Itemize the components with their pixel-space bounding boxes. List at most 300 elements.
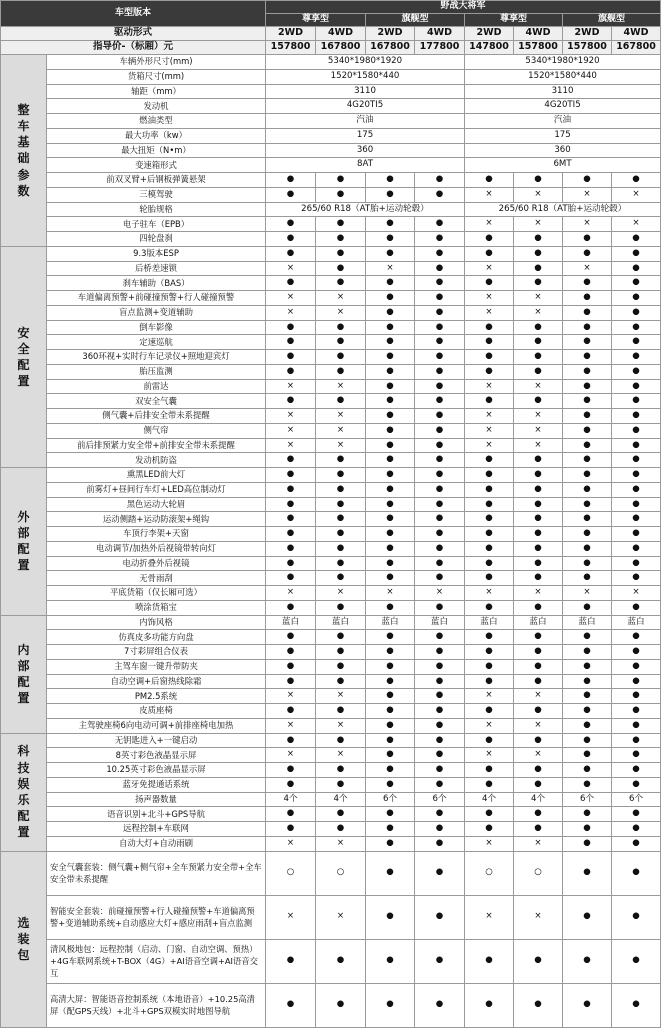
value-cell: ● bbox=[415, 895, 465, 939]
value-cell: ● bbox=[612, 718, 661, 733]
value-cell: ● bbox=[366, 468, 415, 483]
value-cell: × bbox=[563, 217, 612, 232]
spec-row bbox=[1, 836, 661, 851]
value-cell: ● bbox=[266, 939, 316, 983]
value-cell: ● bbox=[366, 733, 415, 748]
value-cell: ● bbox=[316, 704, 366, 719]
feature-label: 车辆外形尺寸(mm) bbox=[47, 55, 266, 70]
value-cell: ● bbox=[266, 807, 316, 822]
value-cell: ● bbox=[612, 409, 661, 424]
value-cell: ● bbox=[563, 453, 612, 468]
value-cell: ● bbox=[514, 320, 563, 335]
feature-label: 8英寸彩色液晶显示屏 bbox=[47, 748, 266, 763]
merged-value-left: 360 bbox=[266, 143, 465, 158]
value-cell: ● bbox=[366, 497, 415, 512]
value-cell: × bbox=[465, 379, 514, 394]
value-cell: ● bbox=[465, 453, 514, 468]
value-cell: ● bbox=[316, 527, 366, 542]
value-cell: ● bbox=[266, 541, 316, 556]
value-cell: ● bbox=[514, 541, 563, 556]
feature-label: 三模驾驶 bbox=[47, 187, 266, 202]
value-cell: ● bbox=[316, 645, 366, 660]
value-cell: × bbox=[266, 836, 316, 851]
value-cell: ● bbox=[366, 379, 415, 394]
feature-label: 刹车辅助（BAS） bbox=[47, 276, 266, 291]
value-cell: ● bbox=[465, 276, 514, 291]
spec-row bbox=[1, 423, 661, 438]
value-cell: ● bbox=[612, 512, 661, 527]
value-cell: × bbox=[266, 409, 316, 424]
feature-label: 侧气囊+后排安全带未系提醒 bbox=[47, 409, 266, 424]
value-cell: × bbox=[465, 187, 514, 202]
value-cell: 6个 bbox=[415, 792, 465, 807]
feature-label: 10.25英寸彩色液晶显示屏 bbox=[47, 763, 266, 778]
spec-row bbox=[1, 748, 661, 763]
value-cell: ● bbox=[563, 232, 612, 247]
value-cell: ● bbox=[415, 674, 465, 689]
car-name: 野战大将军 bbox=[266, 1, 661, 14]
value-cell: × bbox=[514, 438, 563, 453]
drive-cell: 4WD bbox=[612, 27, 661, 41]
merged-value-right: 1520*1580*440 bbox=[465, 69, 661, 84]
value-cell: ● bbox=[366, 822, 415, 837]
value-cell: ● bbox=[366, 645, 415, 660]
feature-label: 定速巡航 bbox=[47, 335, 266, 350]
spec-row bbox=[1, 128, 661, 143]
feature-label: 变速箱形式 bbox=[47, 158, 266, 173]
value-cell: ● bbox=[366, 482, 415, 497]
drive-cell: 2WD bbox=[465, 27, 514, 41]
value-cell: ● bbox=[415, 527, 465, 542]
feature-label: 自动大灯+自动雨刷 bbox=[47, 836, 266, 851]
value-cell: ● bbox=[316, 261, 366, 276]
price-cell: 167800 bbox=[366, 41, 415, 55]
spec-row bbox=[1, 512, 661, 527]
value-cell: × bbox=[563, 586, 612, 601]
value-cell: ● bbox=[415, 305, 465, 320]
value-cell: ● bbox=[316, 320, 366, 335]
spec-row bbox=[1, 158, 661, 173]
value-cell: × bbox=[266, 895, 316, 939]
value-cell: ● bbox=[563, 527, 612, 542]
value-cell: ● bbox=[316, 482, 366, 497]
spec-row bbox=[1, 187, 661, 202]
value-cell: ● bbox=[316, 763, 366, 778]
value-cell: ● bbox=[266, 350, 316, 365]
value-cell: ● bbox=[563, 777, 612, 792]
value-cell: ● bbox=[415, 482, 465, 497]
spec-row bbox=[1, 261, 661, 276]
feature-label: 内饰风格 bbox=[47, 615, 266, 630]
trim-cell: 尊享型 bbox=[465, 14, 563, 27]
value-cell: ● bbox=[366, 659, 415, 674]
value-cell: ● bbox=[514, 763, 563, 778]
value-cell: ● bbox=[316, 600, 366, 615]
value-cell: ● bbox=[366, 600, 415, 615]
value-cell: ● bbox=[465, 512, 514, 527]
value-cell: ● bbox=[563, 851, 612, 895]
feature-label: PM2.5系统 bbox=[47, 689, 266, 704]
value-cell: ● bbox=[612, 777, 661, 792]
value-cell: × bbox=[266, 689, 316, 704]
merged-value-left: 3110 bbox=[266, 84, 465, 99]
value-cell: ● bbox=[415, 438, 465, 453]
spec-row bbox=[1, 822, 661, 837]
value-cell: ● bbox=[514, 512, 563, 527]
value-cell: ● bbox=[415, 541, 465, 556]
value-cell: ● bbox=[514, 173, 563, 188]
spec-row bbox=[1, 364, 661, 379]
value-cell: ● bbox=[266, 512, 316, 527]
value-cell: ● bbox=[514, 527, 563, 542]
value-cell: ● bbox=[514, 704, 563, 719]
spec-row bbox=[1, 202, 661, 217]
spec-row bbox=[1, 615, 661, 630]
feature-label: 无钥匙进入+一键启动 bbox=[47, 733, 266, 748]
value-cell: ● bbox=[612, 423, 661, 438]
value-cell: ● bbox=[266, 571, 316, 586]
feature-label: 盲点监测+变道辅助 bbox=[47, 305, 266, 320]
spec-row bbox=[1, 468, 661, 483]
value-cell: ● bbox=[612, 807, 661, 822]
value-cell: × bbox=[465, 586, 514, 601]
value-cell: ● bbox=[465, 822, 514, 837]
merged-value-left: 8AT bbox=[266, 158, 465, 173]
drive-label: 驱动形式 bbox=[1, 27, 266, 41]
value-cell: ● bbox=[415, 187, 465, 202]
value-cell: ● bbox=[316, 733, 366, 748]
value-cell: ● bbox=[612, 733, 661, 748]
value-cell: ● bbox=[316, 232, 366, 247]
merged-value-right: 3110 bbox=[465, 84, 661, 99]
spec-row bbox=[1, 217, 661, 232]
value-cell: × bbox=[266, 291, 316, 306]
spec-row bbox=[1, 409, 661, 424]
value-cell: ● bbox=[316, 822, 366, 837]
spec-row bbox=[1, 335, 661, 350]
value-cell: ● bbox=[465, 807, 514, 822]
feature-label: 侧气帘 bbox=[47, 423, 266, 438]
value-cell: ● bbox=[266, 630, 316, 645]
value-cell: × bbox=[266, 305, 316, 320]
value-cell: 蓝白 bbox=[465, 615, 514, 630]
value-cell: ● bbox=[316, 217, 366, 232]
value-cell: ● bbox=[465, 763, 514, 778]
value-cell: ● bbox=[266, 704, 316, 719]
feature-label: 最大功率（kw） bbox=[47, 128, 266, 143]
value-cell: ● bbox=[612, 645, 661, 660]
feature-label: 车顶行李架+天窗 bbox=[47, 527, 266, 542]
value-cell: ● bbox=[266, 659, 316, 674]
spec-row bbox=[1, 482, 661, 497]
section-label: 安 全 配 置 bbox=[1, 246, 47, 467]
value-cell: ● bbox=[612, 335, 661, 350]
price-cell: 177800 bbox=[415, 41, 465, 55]
spec-row bbox=[1, 379, 661, 394]
value-cell: ● bbox=[563, 409, 612, 424]
value-cell: ● bbox=[266, 674, 316, 689]
spec-row bbox=[1, 777, 661, 792]
value-cell: ● bbox=[465, 468, 514, 483]
value-cell: ● bbox=[266, 320, 316, 335]
spec-row bbox=[1, 571, 661, 586]
value-cell: ● bbox=[612, 438, 661, 453]
value-cell: × bbox=[465, 423, 514, 438]
merged-value-right: 汽油 bbox=[465, 114, 661, 129]
value-cell: ● bbox=[612, 704, 661, 719]
value-cell: ● bbox=[266, 394, 316, 409]
feature-label: 无骨雨刮 bbox=[47, 571, 266, 586]
feature-label: 最大扭矩（N•m） bbox=[47, 143, 266, 158]
value-cell: ● bbox=[316, 541, 366, 556]
value-cell: ● bbox=[316, 983, 366, 1027]
value-cell: ● bbox=[366, 807, 415, 822]
trim-cell: 旗舰型 bbox=[563, 14, 661, 27]
spec-row bbox=[1, 718, 661, 733]
value-cell: ● bbox=[465, 320, 514, 335]
value-cell: ● bbox=[514, 807, 563, 822]
value-cell: ● bbox=[415, 807, 465, 822]
merged-value-right: 175 bbox=[465, 128, 661, 143]
value-cell: ● bbox=[366, 983, 415, 1027]
value-cell: ● bbox=[563, 394, 612, 409]
value-cell: ● bbox=[316, 187, 366, 202]
header-row-drive bbox=[1, 27, 661, 41]
value-cell: × bbox=[465, 718, 514, 733]
spec-row bbox=[1, 453, 661, 468]
value-cell: ● bbox=[266, 763, 316, 778]
value-cell: ● bbox=[514, 674, 563, 689]
feature-label: 货箱尺寸(mm) bbox=[47, 69, 266, 84]
value-cell: ● bbox=[366, 364, 415, 379]
value-cell: ● bbox=[366, 836, 415, 851]
value-cell: ● bbox=[514, 630, 563, 645]
feature-label: 前雾灯+昼间行车灯+LED高位制动灯 bbox=[47, 482, 266, 497]
value-cell: ● bbox=[415, 468, 465, 483]
value-cell: ● bbox=[415, 497, 465, 512]
value-cell: ● bbox=[563, 541, 612, 556]
feature-label: 倒车影像 bbox=[47, 320, 266, 335]
spec-row bbox=[1, 276, 661, 291]
spec-row bbox=[1, 497, 661, 512]
value-cell: ● bbox=[316, 276, 366, 291]
value-cell: ● bbox=[465, 645, 514, 660]
value-cell: ● bbox=[366, 453, 415, 468]
value-cell: ● bbox=[514, 497, 563, 512]
option-row bbox=[1, 983, 661, 1027]
value-cell: ● bbox=[465, 674, 514, 689]
value-cell: ● bbox=[563, 305, 612, 320]
value-cell: ● bbox=[465, 335, 514, 350]
value-cell: ● bbox=[514, 939, 563, 983]
value-cell: ● bbox=[514, 350, 563, 365]
value-cell: × bbox=[612, 187, 661, 202]
value-cell: ● bbox=[316, 364, 366, 379]
value-cell: ● bbox=[415, 704, 465, 719]
value-cell: × bbox=[266, 438, 316, 453]
value-cell: × bbox=[612, 586, 661, 601]
value-cell: ● bbox=[266, 497, 316, 512]
merged-value-left: 5340*1980*1920 bbox=[266, 55, 465, 70]
value-cell: ● bbox=[563, 704, 612, 719]
value-cell: ● bbox=[316, 571, 366, 586]
value-cell: ● bbox=[465, 527, 514, 542]
option-row bbox=[1, 939, 661, 983]
value-cell: ● bbox=[563, 468, 612, 483]
value-cell: ● bbox=[366, 217, 415, 232]
value-cell: × bbox=[266, 423, 316, 438]
value-cell: ● bbox=[514, 983, 563, 1027]
value-cell: ● bbox=[563, 571, 612, 586]
value-cell: 蓝白 bbox=[415, 615, 465, 630]
value-cell: ● bbox=[366, 305, 415, 320]
value-cell: ● bbox=[266, 600, 316, 615]
spec-row bbox=[1, 586, 661, 601]
value-cell: ● bbox=[465, 939, 514, 983]
value-cell: ● bbox=[415, 836, 465, 851]
section-label: 选 装 包 bbox=[1, 851, 47, 1027]
value-cell: ● bbox=[612, 659, 661, 674]
value-cell: ● bbox=[415, 291, 465, 306]
value-cell: × bbox=[514, 586, 563, 601]
value-cell: 蓝白 bbox=[514, 615, 563, 630]
value-cell: ● bbox=[563, 939, 612, 983]
value-cell: ● bbox=[415, 379, 465, 394]
feature-label: 清风极地包：远程控制（启动、门窗、自动空调、预热）+4G车联网系统+T-BOX（4G）+AI语音空调+AI语音交互 bbox=[47, 939, 266, 983]
price-cell: 157800 bbox=[514, 41, 563, 55]
feature-label: 黑色运动大轮眉 bbox=[47, 497, 266, 512]
value-cell: ● bbox=[612, 379, 661, 394]
value-cell: ● bbox=[316, 674, 366, 689]
value-cell: ● bbox=[266, 733, 316, 748]
value-cell: × bbox=[465, 217, 514, 232]
feature-label: 语音识别+北斗+GPS导航 bbox=[47, 807, 266, 822]
spec-row bbox=[1, 541, 661, 556]
spec-row bbox=[1, 645, 661, 660]
drive-cell: 4WD bbox=[415, 27, 465, 41]
value-cell: ● bbox=[612, 836, 661, 851]
value-cell: ● bbox=[465, 571, 514, 586]
value-cell: ● bbox=[563, 895, 612, 939]
value-cell: ● bbox=[366, 763, 415, 778]
value-cell: ● bbox=[465, 704, 514, 719]
spec-row bbox=[1, 527, 661, 542]
value-cell: ● bbox=[415, 246, 465, 261]
value-cell: ● bbox=[514, 600, 563, 615]
value-cell: × bbox=[316, 895, 366, 939]
spec-row bbox=[1, 291, 661, 306]
value-cell: 4个 bbox=[316, 792, 366, 807]
value-cell: × bbox=[514, 305, 563, 320]
spec-row bbox=[1, 394, 661, 409]
price-cell: 167800 bbox=[612, 41, 661, 55]
value-cell: × bbox=[316, 305, 366, 320]
value-cell: ● bbox=[415, 689, 465, 704]
feature-label: 前双叉臂+后钢板弹簧悬架 bbox=[47, 173, 266, 188]
value-cell: ● bbox=[415, 748, 465, 763]
value-cell: × bbox=[514, 291, 563, 306]
value-cell: ● bbox=[514, 556, 563, 571]
merged-value-left: 1520*1580*440 bbox=[266, 69, 465, 84]
feature-label: 前后排预紧力安全带+前排安全带未系提醒 bbox=[47, 438, 266, 453]
merged-value-left: 265/60 R18（AT胎+运动轮毂） bbox=[266, 202, 465, 217]
value-cell: ● bbox=[612, 276, 661, 291]
spec-row bbox=[1, 173, 661, 188]
value-cell: 4个 bbox=[514, 792, 563, 807]
value-cell: ● bbox=[316, 246, 366, 261]
value-cell: ● bbox=[563, 173, 612, 188]
value-cell: ● bbox=[415, 659, 465, 674]
feature-label: 扬声器数量 bbox=[47, 792, 266, 807]
value-cell: × bbox=[465, 895, 514, 939]
spec-row bbox=[1, 99, 661, 114]
value-cell: × bbox=[612, 217, 661, 232]
value-cell: ● bbox=[612, 600, 661, 615]
value-cell: ● bbox=[366, 246, 415, 261]
feature-label: 前雷达 bbox=[47, 379, 266, 394]
header-row-1 bbox=[1, 1, 661, 14]
value-cell: × bbox=[465, 409, 514, 424]
value-cell: ● bbox=[514, 733, 563, 748]
value-cell: ● bbox=[366, 851, 415, 895]
value-cell: ● bbox=[465, 556, 514, 571]
value-cell: ● bbox=[415, 350, 465, 365]
feature-label: 双安全气囊 bbox=[47, 394, 266, 409]
value-cell: ● bbox=[514, 822, 563, 837]
value-cell: ● bbox=[563, 350, 612, 365]
merged-value-right: 5340*1980*1920 bbox=[465, 55, 661, 70]
value-cell: × bbox=[465, 836, 514, 851]
value-cell: ● bbox=[366, 187, 415, 202]
value-cell: ● bbox=[415, 261, 465, 276]
value-cell: 蓝白 bbox=[266, 615, 316, 630]
value-cell: ● bbox=[415, 394, 465, 409]
value-cell: × bbox=[465, 748, 514, 763]
value-cell: ● bbox=[612, 320, 661, 335]
value-cell: × bbox=[266, 586, 316, 601]
drive-cell: 4WD bbox=[316, 27, 366, 41]
value-cell: × bbox=[514, 689, 563, 704]
value-cell: ● bbox=[415, 822, 465, 837]
price-cell: 157800 bbox=[563, 41, 612, 55]
value-cell: ● bbox=[514, 394, 563, 409]
value-cell: ● bbox=[266, 187, 316, 202]
value-cell: ● bbox=[612, 527, 661, 542]
value-cell: ● bbox=[316, 777, 366, 792]
spec-row bbox=[1, 600, 661, 615]
value-cell: ● bbox=[266, 822, 316, 837]
value-cell: ● bbox=[316, 173, 366, 188]
value-cell: × bbox=[415, 586, 465, 601]
feature-label: 皮质座椅 bbox=[47, 704, 266, 719]
feature-label: 四轮盘刹 bbox=[47, 232, 266, 247]
value-cell: ● bbox=[612, 246, 661, 261]
value-cell: ● bbox=[563, 836, 612, 851]
value-cell: × bbox=[514, 379, 563, 394]
value-cell: ● bbox=[366, 232, 415, 247]
feature-label: 喷涂货箱宝 bbox=[47, 600, 266, 615]
value-cell: ● bbox=[366, 527, 415, 542]
value-cell: ● bbox=[514, 645, 563, 660]
value-cell: × bbox=[514, 748, 563, 763]
value-cell: ● bbox=[266, 645, 316, 660]
value-cell: ● bbox=[366, 674, 415, 689]
value-cell: ● bbox=[612, 541, 661, 556]
feature-label: 燃油类型 bbox=[47, 114, 266, 129]
value-cell: ● bbox=[612, 939, 661, 983]
value-cell: ● bbox=[316, 468, 366, 483]
feature-label: 360环视+实时行车记录仪+照地迎宾灯 bbox=[47, 350, 266, 365]
